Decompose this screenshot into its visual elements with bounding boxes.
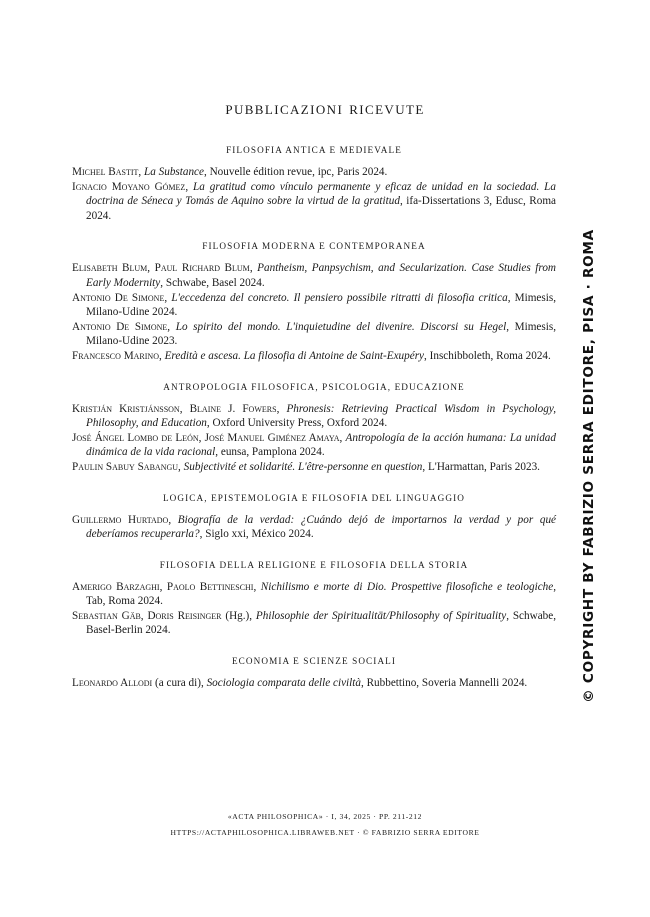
entry-separator: , [339,431,346,444]
section-heading: LOGICA, EPISTEMOLOGIA E FILOSOFIA DEL LINGUAGGIO [162,492,466,503]
section-economics-social [72,656,556,691]
entry-publication-details: , Tab, Roma 2024. [86,580,557,608]
entry-authors: Amerigo Barzaghi, Paolo Bettineschi [72,580,254,593]
publication-list [72,145,556,709]
entry-separator: , [276,402,287,415]
entry-publication-details: , Nouvelle édition revue, ipc, Paris 2024. [204,166,388,178]
list-item [72,609,556,638]
entry-separator: , [185,180,194,193]
entry-publication-details: , Oxford University Press, Oxford 2024. [206,417,388,430]
copyright-notice: © COPYRIGHT BY FABRIZIO SERRA EDITORE, PISA · ROMA [581,229,597,703]
section-heading: ANTROPOLOGIA FILOSOFICA, PSICOLOGIA, EDUCAZIONE [163,381,465,392]
entry-title: Pantheism, Panpsychism, and Secularization. Case Studies from Early Modernity [86,262,557,289]
page-title: pubblicazioni ricevute [225,99,425,119]
entry-publication-details: , Siglo xxi, México 2024. [199,528,314,541]
entry-title: Lo spirito del mondo. L'inquietudine del divenire. Discorsi su Hegel [175,320,507,333]
entry-title: Philosophie der Spiritualität/Philosophy of Spirituality [255,609,507,622]
list-item [72,320,556,349]
entry-separator: , [249,262,258,275]
entry-authors: Ignacio Moyano Gómez [72,180,186,193]
entry-separator: (Hg.), [221,609,256,622]
list-item [72,402,556,431]
entry-publication-details: , L'Harmattan, Paris 2023. [422,460,540,473]
entry-authors: Antonio De Simone [72,291,165,304]
copyright-sidebar [578,229,600,703]
entry-publication-details: , Rubbettino, Soveria Mannelli 2024. [360,677,528,690]
section-logic-epistemology [72,493,556,542]
entry-title: Subjectivité et solidarité. L'être-personne en question [183,460,423,473]
entry-title: Antropología de la acción humana: La unidad dinámica de la vida racional [86,431,556,459]
entry-separator: , [253,580,261,593]
entry-authors: Guillermo Hurtado [72,513,169,526]
section-heading: ECONOMIA E SCIENZE SOCIALI [231,656,397,667]
entry-authors: Antonio De Simone [72,320,168,333]
entry-publication-details: , eunsa, Pamplona 2024. [215,446,325,459]
entry-title: Eredità e ascesa. La filosofia di Antoine de Saint-Exupéry [164,349,425,362]
entry-publication-details: , Mimesis, Milano-Udine 2023. [86,320,556,348]
list-item [72,676,556,691]
list-item [72,165,556,180]
entry-publication-details: , Schwabe, Basel-Berlin 2024. [86,609,557,637]
entry-separator: , [167,320,176,333]
entry-authors: Francesco Marino [72,349,159,362]
list-item [72,431,556,460]
entry-publication-details: , ifa-Dissertations 3, Edusc, Roma 2024. [86,195,556,222]
entry-separator: , [164,291,172,304]
entry-publication-details: , Inschibboleth, Roma 2024. [424,349,551,362]
section-philosophical-anthropology [72,382,556,475]
entry-publication-details: , Mimesis, Milano-Udine 2024. [86,291,556,319]
entry-title: Nichilismo e morte di Dio. Prospettive filosofiche e teologiche [260,580,554,593]
section-ancient-medieval [72,145,556,223]
entry-authors: Leonardo Allodi [72,677,153,690]
entry-title: L'eccedenza del concreto. Il pensiero possibile ritratti di filosofia critica [171,291,508,304]
section-religion-history [72,560,556,638]
entry-separator: , [178,460,184,473]
entry-separator: , [168,513,178,526]
entry-title: La Substance [144,166,204,178]
entry-separator: , [158,349,165,362]
list-item [72,580,556,609]
entry-separator: (a cura di), [152,677,207,690]
entry-authors: Kristján Kristjánsson, Blaine J. Fowers [72,402,277,415]
footer-website-credit: HTTPS://ACTAPHILOSOPHICA.LIBRAWEB.NET · © FABRIZIO SERRA EDITORE [170,828,480,837]
list-item [72,349,556,364]
entry-title: Biografía de la verdad: ¿Cuándo dejó de importarnos la verdad y por qué deberíamos recuperarla? [86,513,556,541]
list-item [72,180,556,224]
entry-title: Phronesis: Retrieving Practical Wisdom in Psychology, Philosophy, and Education [86,402,556,430]
list-item [72,513,556,542]
entry-authors: Michel Bastit [72,166,139,178]
list-item [72,291,556,320]
entry-authors: Sebastian Gäb, Doris Reisinger [72,609,222,622]
entry-authors: José Ángel Lombo de León, José Manuel Giménez Amaya [72,431,340,444]
entry-title: La gratitud como vínculo permanente y eficaz de unidad en la sociedad. La doctrina de Séneca y Tomás de Aquino sobre la virtud de la gratitud [86,180,557,208]
entry-title: Sociologia comparata delle civiltà [206,677,361,690]
list-item [72,460,556,475]
entry-publication-details: , Schwabe, Basel 2024. [160,276,265,289]
section-heading: FILOSOFIA ANTICA E MEDIEVALE [226,145,402,155]
section-heading: FILOSOFIA DELLA RELIGIONE E FILOSOFIA DELLA STORIA [159,559,469,570]
section-heading: FILOSOFIA MODERNA E CONTEMPORANEA [202,241,426,252]
entry-authors: Elisabeth Blum, Paul Richard Blum [72,262,250,275]
section-modern-contemporary [72,241,556,363]
entry-authors: Paulin Sabuy Sabangu [72,460,179,473]
entry-separator: , [138,166,145,178]
list-item [72,261,556,290]
footer-journal-citation: «ACTA PHILOSOPHICA» · I, 34, 2025 · PP. 211-212 [227,812,423,821]
